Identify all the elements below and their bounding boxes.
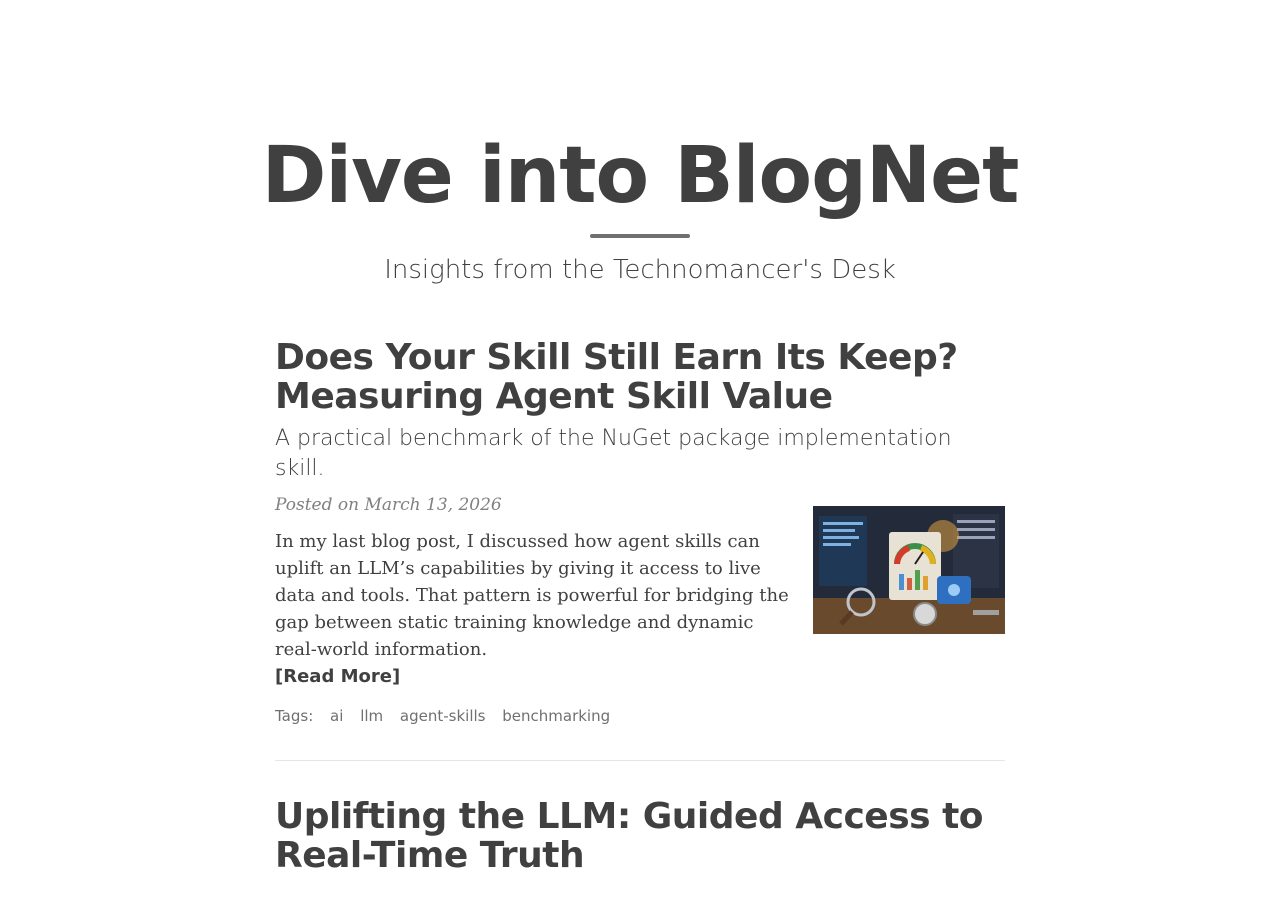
post-preview <box>275 761 1005 907</box>
tag-ai[interactable]: ai <box>330 707 344 725</box>
thumbnail-illustration <box>813 506 1005 634</box>
tag-agent-skills[interactable]: agent-skills <box>399 707 486 725</box>
post-title-link[interactable]: Uplifting the LLM: Guided Access to Real-Time Truth <box>275 796 984 876</box>
post-body <box>275 528 1005 690</box>
post-title <box>275 338 1005 416</box>
site-title: Dive into BlogNet <box>261 131 1019 221</box>
post-preview <box>275 338 1005 761</box>
tags-label: Tags: <box>275 707 314 725</box>
read-more-link[interactable]: [Read More] <box>275 666 401 687</box>
site-header <box>0 0 1280 288</box>
post-subtitle: A practical benchmark of the NuGet package implementation skill. <box>275 426 952 481</box>
title-divider <box>590 234 690 238</box>
post-tags <box>275 704 1005 728</box>
post-title <box>275 797 1005 875</box>
tag-llm[interactable]: llm <box>360 707 384 725</box>
post-excerpt: In my last blog post, I discussed how agent skills can uplift an LLM’s capabilities by giving it access to live data and tools. That pattern is powerful for bridging the gap between static training knowledge and dynamic real-world information. <box>275 531 789 660</box>
post-thumbnail[interactable] <box>813 506 1005 634</box>
post-date: Posted on March 13, 2026 <box>275 495 502 515</box>
site-subtitle: Insights from the Technomancer's Desk <box>384 255 896 285</box>
tag-benchmarking[interactable]: benchmarking <box>502 707 611 725</box>
post-title-link[interactable]: Does Your Skill Still Earn Its Keep? Measuring Agent Skill Value <box>275 337 958 417</box>
post-list <box>275 338 1005 907</box>
